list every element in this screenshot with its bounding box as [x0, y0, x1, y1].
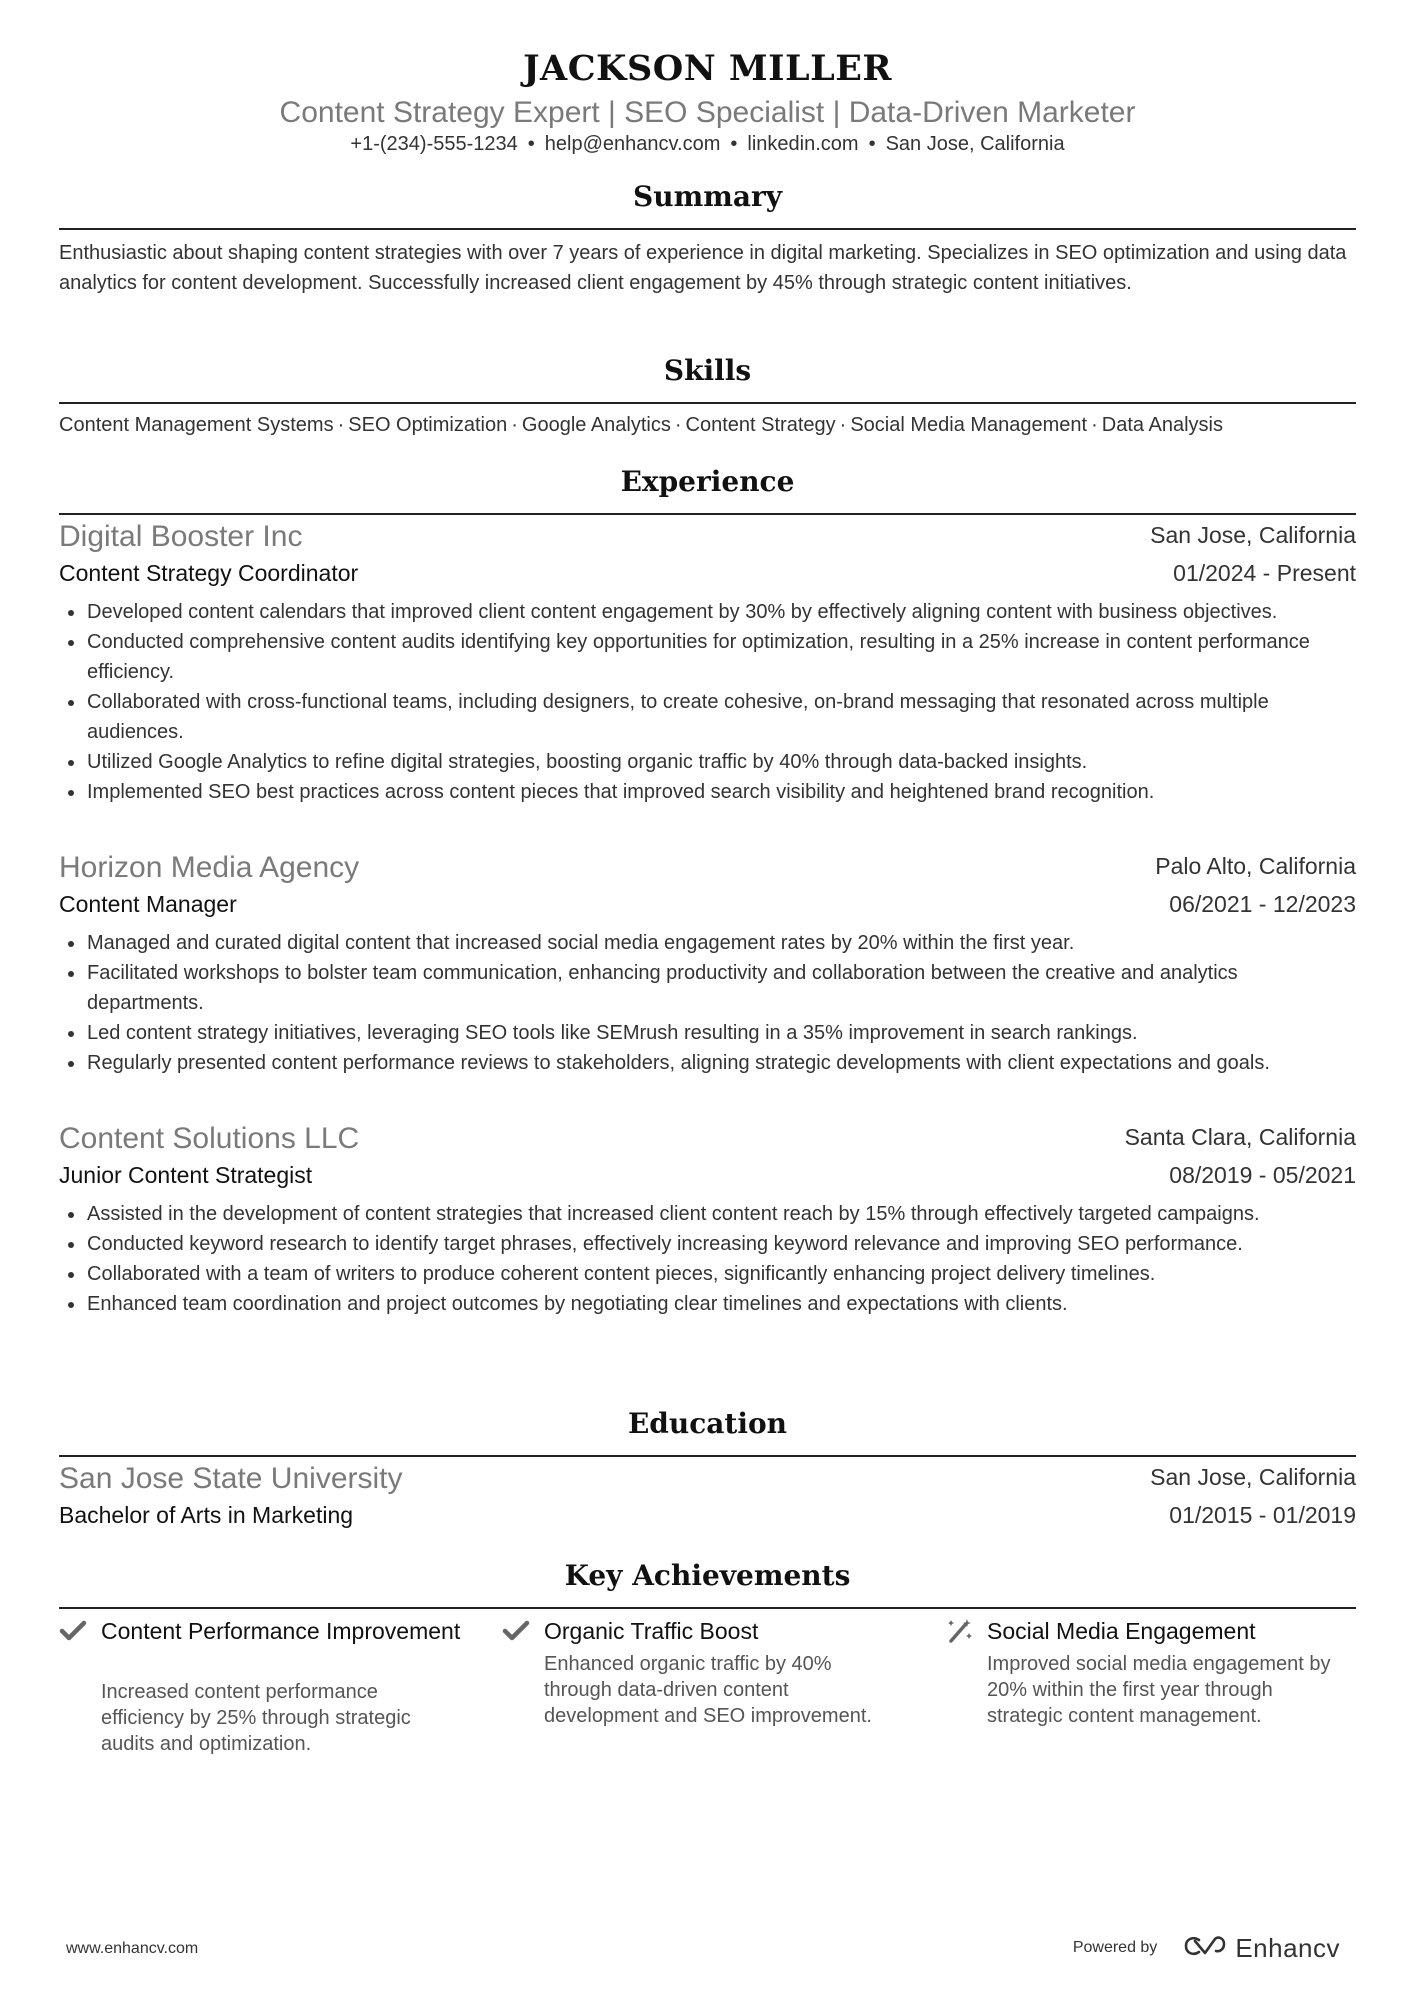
skill-item: Content Strategy	[685, 414, 836, 436]
section-divider	[59, 402, 1356, 404]
separator-dot: •	[730, 133, 738, 155]
summary-text: Enthusiastic about shaping content strategies with over 7 years of experience in digital marketing. Specializes in SEO optimization and using data analytics for content development. Successfully increased client engagement by 45% through strategic content initiatives.	[59, 242, 1347, 294]
achievement-description: Improved social media engagement by 20% within the first year through strategic content management.	[987, 1653, 1331, 1727]
skill-separator: ·	[839, 414, 847, 436]
experience-header	[59, 851, 1356, 887]
experience-subheader	[59, 1162, 1356, 1198]
checkmark-icon	[59, 1617, 87, 1645]
bullet-item: Managed and curated digital content that increased social media engagement rates by 20% within the first year.	[59, 928, 1356, 958]
education-header	[59, 1462, 1356, 1498]
school-name: San Jose State University	[59, 1462, 403, 1495]
company-name: Horizon Media Agency	[59, 851, 360, 884]
skill-separator: ·	[511, 414, 518, 436]
section-divider	[59, 1455, 1356, 1457]
job-location: San Jose, California	[1150, 522, 1356, 548]
section-divider	[59, 1607, 1356, 1609]
section-divider	[59, 513, 1356, 515]
contact-linkedin[interactable]: linkedin.com	[747, 133, 859, 155]
achievement-title: Organic Traffic Boost	[544, 1618, 759, 1644]
contact-phone[interactable]: +1-(234)-555-1234	[350, 133, 518, 155]
job-title: Content Strategy Coordinator	[59, 560, 359, 586]
contact-line	[59, 133, 1356, 156]
brand-name: Enhancv	[1235, 1932, 1340, 1963]
bullet-item: Led content strategy initiatives, leveraging SEO tools like SEMrush resulting in a 35% improvement in search rankings.	[59, 1018, 1356, 1048]
experience-header	[59, 1122, 1356, 1158]
separator-dot: •	[868, 133, 876, 155]
footer-website[interactable]: www.enhancv.com	[66, 1940, 199, 1957]
job-bullets	[59, 1199, 1356, 1319]
section-divider	[59, 228, 1356, 230]
job-location: Santa Clara, California	[1124, 1124, 1356, 1150]
job-dates: 01/2024 - Present	[1173, 560, 1356, 586]
skill-item: Social Media Management	[850, 414, 1088, 436]
job-dates: 06/2021 - 12/2023	[1169, 891, 1356, 917]
job-bullets	[59, 928, 1356, 1078]
section-title-summary: Summary	[633, 180, 782, 213]
bullet-item: Developed content calendars that improved client content engagement by 30% by effectively aligning content with business objectives.	[59, 597, 1356, 627]
skill-item: SEO Optimization	[348, 414, 508, 436]
bullet-item: Collaborated with cross-functional teams, including designers, to create cohesive, on-brand messaging that resonated across multiple audiences.	[59, 687, 1356, 747]
skill-item: Data Analysis	[1101, 414, 1223, 436]
school-location: San Jose, California	[1150, 1464, 1356, 1490]
bullet-item: Collaborated with a team of writers to produce coherent content pieces, significantly enhancing project delivery timelines.	[59, 1259, 1356, 1289]
achievement-title: Content Performance Improvement	[101, 1618, 461, 1644]
bullet-item: Utilized Google Analytics to refine digital strategies, boosting organic traffic by 40% through data-backed insights.	[59, 747, 1356, 777]
contact-location: San Jose, California	[885, 133, 1065, 155]
candidate-tagline: Content Strategy Expert | SEO Specialist | Data-Driven Marketer	[279, 96, 1136, 129]
bullet-item: Facilitated workshops to bolster team communication, enhancing productivity and collaboration between the creative and analytics departments.	[59, 958, 1356, 1018]
bullet-item: Regularly presented content performance reviews to stakeholders, aligning strategic developments with client expectations and goals.	[59, 1048, 1356, 1078]
magic-wand-icon	[945, 1617, 973, 1645]
job-bullets	[59, 597, 1356, 807]
education-subheader	[59, 1502, 1356, 1538]
checkmark-icon	[502, 1617, 530, 1645]
skill-item: Content Management Systems	[59, 414, 334, 436]
company-name: Content Solutions LLC	[59, 1122, 360, 1155]
bullet-item: Conducted comprehensive content audits identifying key opportunities for optimization, resulting in a 25% increase in content performance efficiency.	[59, 627, 1356, 687]
separator-dot: •	[527, 133, 535, 155]
bullet-item: Assisted in the development of content strategies that increased client content reach by 15% through effectively targeted campaigns.	[59, 1199, 1356, 1229]
powered-by-label: Powered by	[1072, 1939, 1158, 1956]
achievement-description: Enhanced organic traffic by 40% through data-driven content development and SEO improvement.	[544, 1653, 872, 1727]
achievement-item	[502, 1617, 902, 1737]
enhancv-logo-icon	[1183, 1934, 1227, 1963]
job-location: Palo Alto, California	[1155, 853, 1356, 879]
experience-subheader	[59, 560, 1356, 596]
experience-subheader	[59, 891, 1356, 927]
section-title-education: Education	[627, 1407, 788, 1440]
candidate-name: JACKSON MILLER	[522, 48, 893, 89]
job-title: Content Manager	[59, 891, 237, 917]
bullet-item: Enhanced team coordination and project outcomes by negotiating clear timelines and expectations with clients.	[59, 1289, 1356, 1319]
job-title: Junior Content Strategist	[59, 1162, 313, 1188]
footer-branding	[1073, 1930, 1340, 1966]
achievement-item	[59, 1617, 459, 1757]
company-name: Digital Booster Inc	[59, 520, 303, 553]
bullet-item: Conducted keyword research to identify target phrases, effectively increasing keyword relevance and improving SEO performance.	[59, 1229, 1356, 1259]
achievement-description: Increased content performance efficiency by 25% through strategic audits and optimization.	[101, 1681, 411, 1755]
skill-separator: ·	[1091, 414, 1098, 436]
section-title-skills: Skills	[663, 354, 752, 387]
skill-separator: ·	[337, 414, 345, 436]
section-title-experience: Experience	[620, 465, 795, 498]
achievement-item	[945, 1617, 1345, 1737]
contact-email[interactable]: help@enhancv.com	[544, 133, 721, 155]
section-title-achievements: Key Achievements	[564, 1559, 851, 1592]
degree-name: Bachelor of Arts in Marketing	[59, 1502, 354, 1528]
achievement-title: Social Media Engagement	[987, 1618, 1256, 1644]
bullet-item: Implemented SEO best practices across content pieces that improved search visibility and heightened brand recognition.	[59, 777, 1356, 807]
education-dates: 01/2015 - 01/2019	[1169, 1502, 1356, 1528]
skill-item: Google Analytics	[521, 414, 671, 436]
job-dates: 08/2019 - 05/2021	[1169, 1162, 1356, 1188]
experience-header	[59, 520, 1356, 556]
skills-list	[59, 410, 1356, 440]
skill-separator: ·	[674, 414, 682, 436]
